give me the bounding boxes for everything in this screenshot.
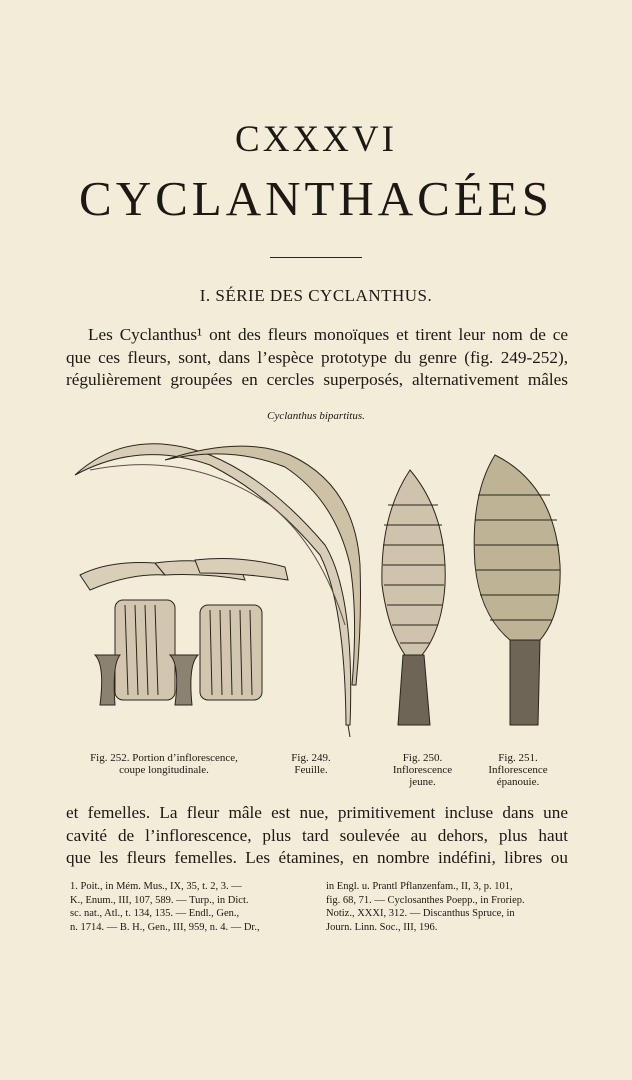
- paragraph-intro: [66, 324, 568, 392]
- inflorescence-section-drawing: [80, 559, 288, 705]
- text-line: que les fleurs femelles. Les étamines, en nombre indéfini, libres ou: [66, 848, 568, 867]
- caption-line: Feuille.: [294, 764, 328, 776]
- figure-title: Cyclanthus bipartitus.: [267, 410, 365, 422]
- caption-fig-250: [385, 752, 460, 788]
- caption-line: Inflorescence: [488, 764, 548, 776]
- footnote-line: 1. Poit., in Mém. Mus., IX, 35, t. 2, 3. —: [70, 881, 242, 892]
- caption-fig-251: [478, 752, 558, 788]
- caption-line: épanouie.: [496, 776, 540, 788]
- footnote-line: fig. 68, 71. — Cyclosanthes Poepp., in Froriep.: [326, 894, 525, 906]
- caption-line: coupe longitudinale.: [119, 764, 209, 776]
- footnote-line: n. 1714. — B. H., Gen., III, 959, n. 4. — Dr.,: [70, 921, 260, 933]
- footnote-line: K., Enum., III, 107, 589. — Turp., in Dict.: [70, 894, 249, 906]
- caption-fig-249: [276, 752, 346, 776]
- caption-line: Fig. 252. Portion d’inflorescence,: [90, 752, 238, 764]
- title-rule: [270, 257, 362, 258]
- footnote-line: sc. nat., Atl., t. 134, 135. — Endl., Gen.,: [70, 908, 240, 919]
- caption-line: Fig. 250.: [402, 752, 443, 764]
- caption-line: jeune.: [409, 776, 436, 788]
- series-title: I. SÉRIE DES CYCLANTHUS.: [199, 286, 433, 305]
- footnote-line: Journ. Linn. Soc., III, 196.: [326, 921, 438, 933]
- footnotes-left-column: [70, 880, 310, 934]
- caption-line: Fig. 249.: [291, 752, 331, 764]
- young-inflorescence-drawing: [382, 470, 445, 725]
- text-line: et femelles. La fleur mâle est nue, primitivement incluse dans une: [66, 803, 568, 822]
- text-line: Les Cyclanthus¹ ont des fleurs monoïques et tirent leur nom de ce: [88, 325, 568, 344]
- footnote-line: in Engl. u. Prantl Pflanzenfam., II, 3, p. 101,: [326, 881, 513, 892]
- paragraph-continuation: [66, 802, 568, 870]
- family-title: CYCLANTHACÉES: [79, 171, 553, 226]
- text-line: cavité de l’inflorescence, plus tard soulevée au dehors, plus haut: [66, 825, 568, 845]
- caption-line: Inflorescence: [392, 764, 453, 776]
- caption-line: Fig. 251.: [498, 752, 538, 764]
- botanical-illustration: [70, 425, 570, 745]
- text-line: que ces fleurs, sont, dans l’espèce prototype du genre (fig. 249-252),: [66, 347, 568, 367]
- chapter-number: CXXXVI: [235, 119, 397, 160]
- footnotes-right-column: [326, 880, 566, 934]
- open-inflorescence-drawing: [474, 455, 560, 725]
- footnote-line: Notiz., XXXI, 312. — Discanthus Spruce, in: [326, 908, 515, 919]
- caption-fig-252: [78, 752, 250, 776]
- text-line: régulièrement groupées en cercles superposés, alternativement mâles: [66, 370, 568, 389]
